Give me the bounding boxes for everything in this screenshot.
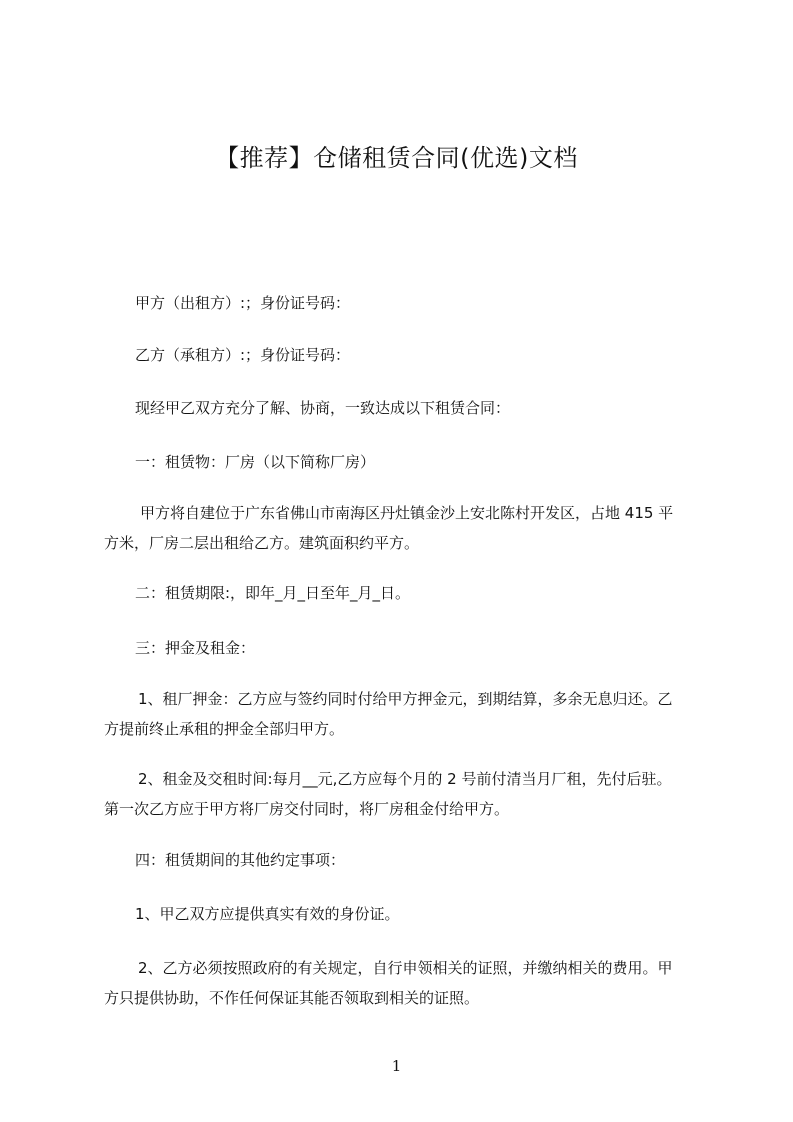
paragraph-line: 乙方（承租方）:；身份证号码： [135, 346, 351, 364]
paragraph-line: 2、乙方必须按照政府的有关规定，自行申领相关的证照，并缴纳相关的费用。甲 [138, 959, 673, 977]
paragraph-line: 甲方（出租方）:；身份证号码： [135, 294, 351, 312]
paragraph-line: 方米，厂房二层出租给乙方。建筑面积约平方。 [104, 534, 420, 552]
section-1-heading [104, 447, 704, 477]
section-3-heading [104, 633, 704, 663]
paragraph-line: 一：租赁物：厂房（以下简称厂房） [135, 453, 376, 471]
party-a-paragraph [104, 288, 704, 318]
id-requirement-clause [104, 899, 704, 929]
paragraph-line: 方只提供协助，不作任何保证其能否领取到相关的证照。 [104, 989, 480, 1007]
licensing-clause-paragraph [104, 953, 704, 1013]
paragraph-line: 二：租赁期限:，即年_月_日至年_月_日。 [135, 584, 411, 602]
document-title: 【推荐】仓储租赁合同(优选)文档 [215, 144, 578, 172]
paragraph-line: 第一次乙方应于甲方将厂房交付同时，将厂房租金付给甲方。 [104, 800, 510, 818]
paragraph-line: 方提前终止承租的押金全部归甲方。 [104, 720, 345, 738]
paragraph-line: 四：租赁期间的其他约定事项： [135, 851, 346, 869]
paragraph-line: 1、甲乙双方应提供真实有效的身份证。 [135, 905, 400, 923]
paragraph-line: 现经甲乙双方充分了解、协商，一致达成以下租赁合同： [135, 399, 511, 417]
agreement-intro-paragraph [104, 393, 704, 423]
property-description-paragraph [104, 498, 704, 558]
paragraph-line: 1、租厂押金：乙方应与签约同时付给甲方押金元，到期结算，多余无息归还。乙 [138, 690, 673, 708]
deposit-clause-paragraph [104, 684, 704, 744]
paragraph-line: 三：押金及租金： [135, 639, 256, 657]
rent-payment-clause-paragraph [104, 764, 704, 824]
page-number: 1 [391, 1057, 402, 1075]
paragraph-line: 2、租金及交租时间:每月__元,乙方应每个月的 2 号前付清当月厂租，先付后驻。 [138, 770, 672, 788]
section-4-heading [104, 845, 704, 875]
paragraph-line: 甲方将自建位于广东省佛山市南海区丹灶镇金沙上安北陈村开发区，占地 415 平 [140, 504, 674, 522]
section-2-lease-term [104, 578, 704, 608]
party-b-paragraph [104, 340, 704, 370]
